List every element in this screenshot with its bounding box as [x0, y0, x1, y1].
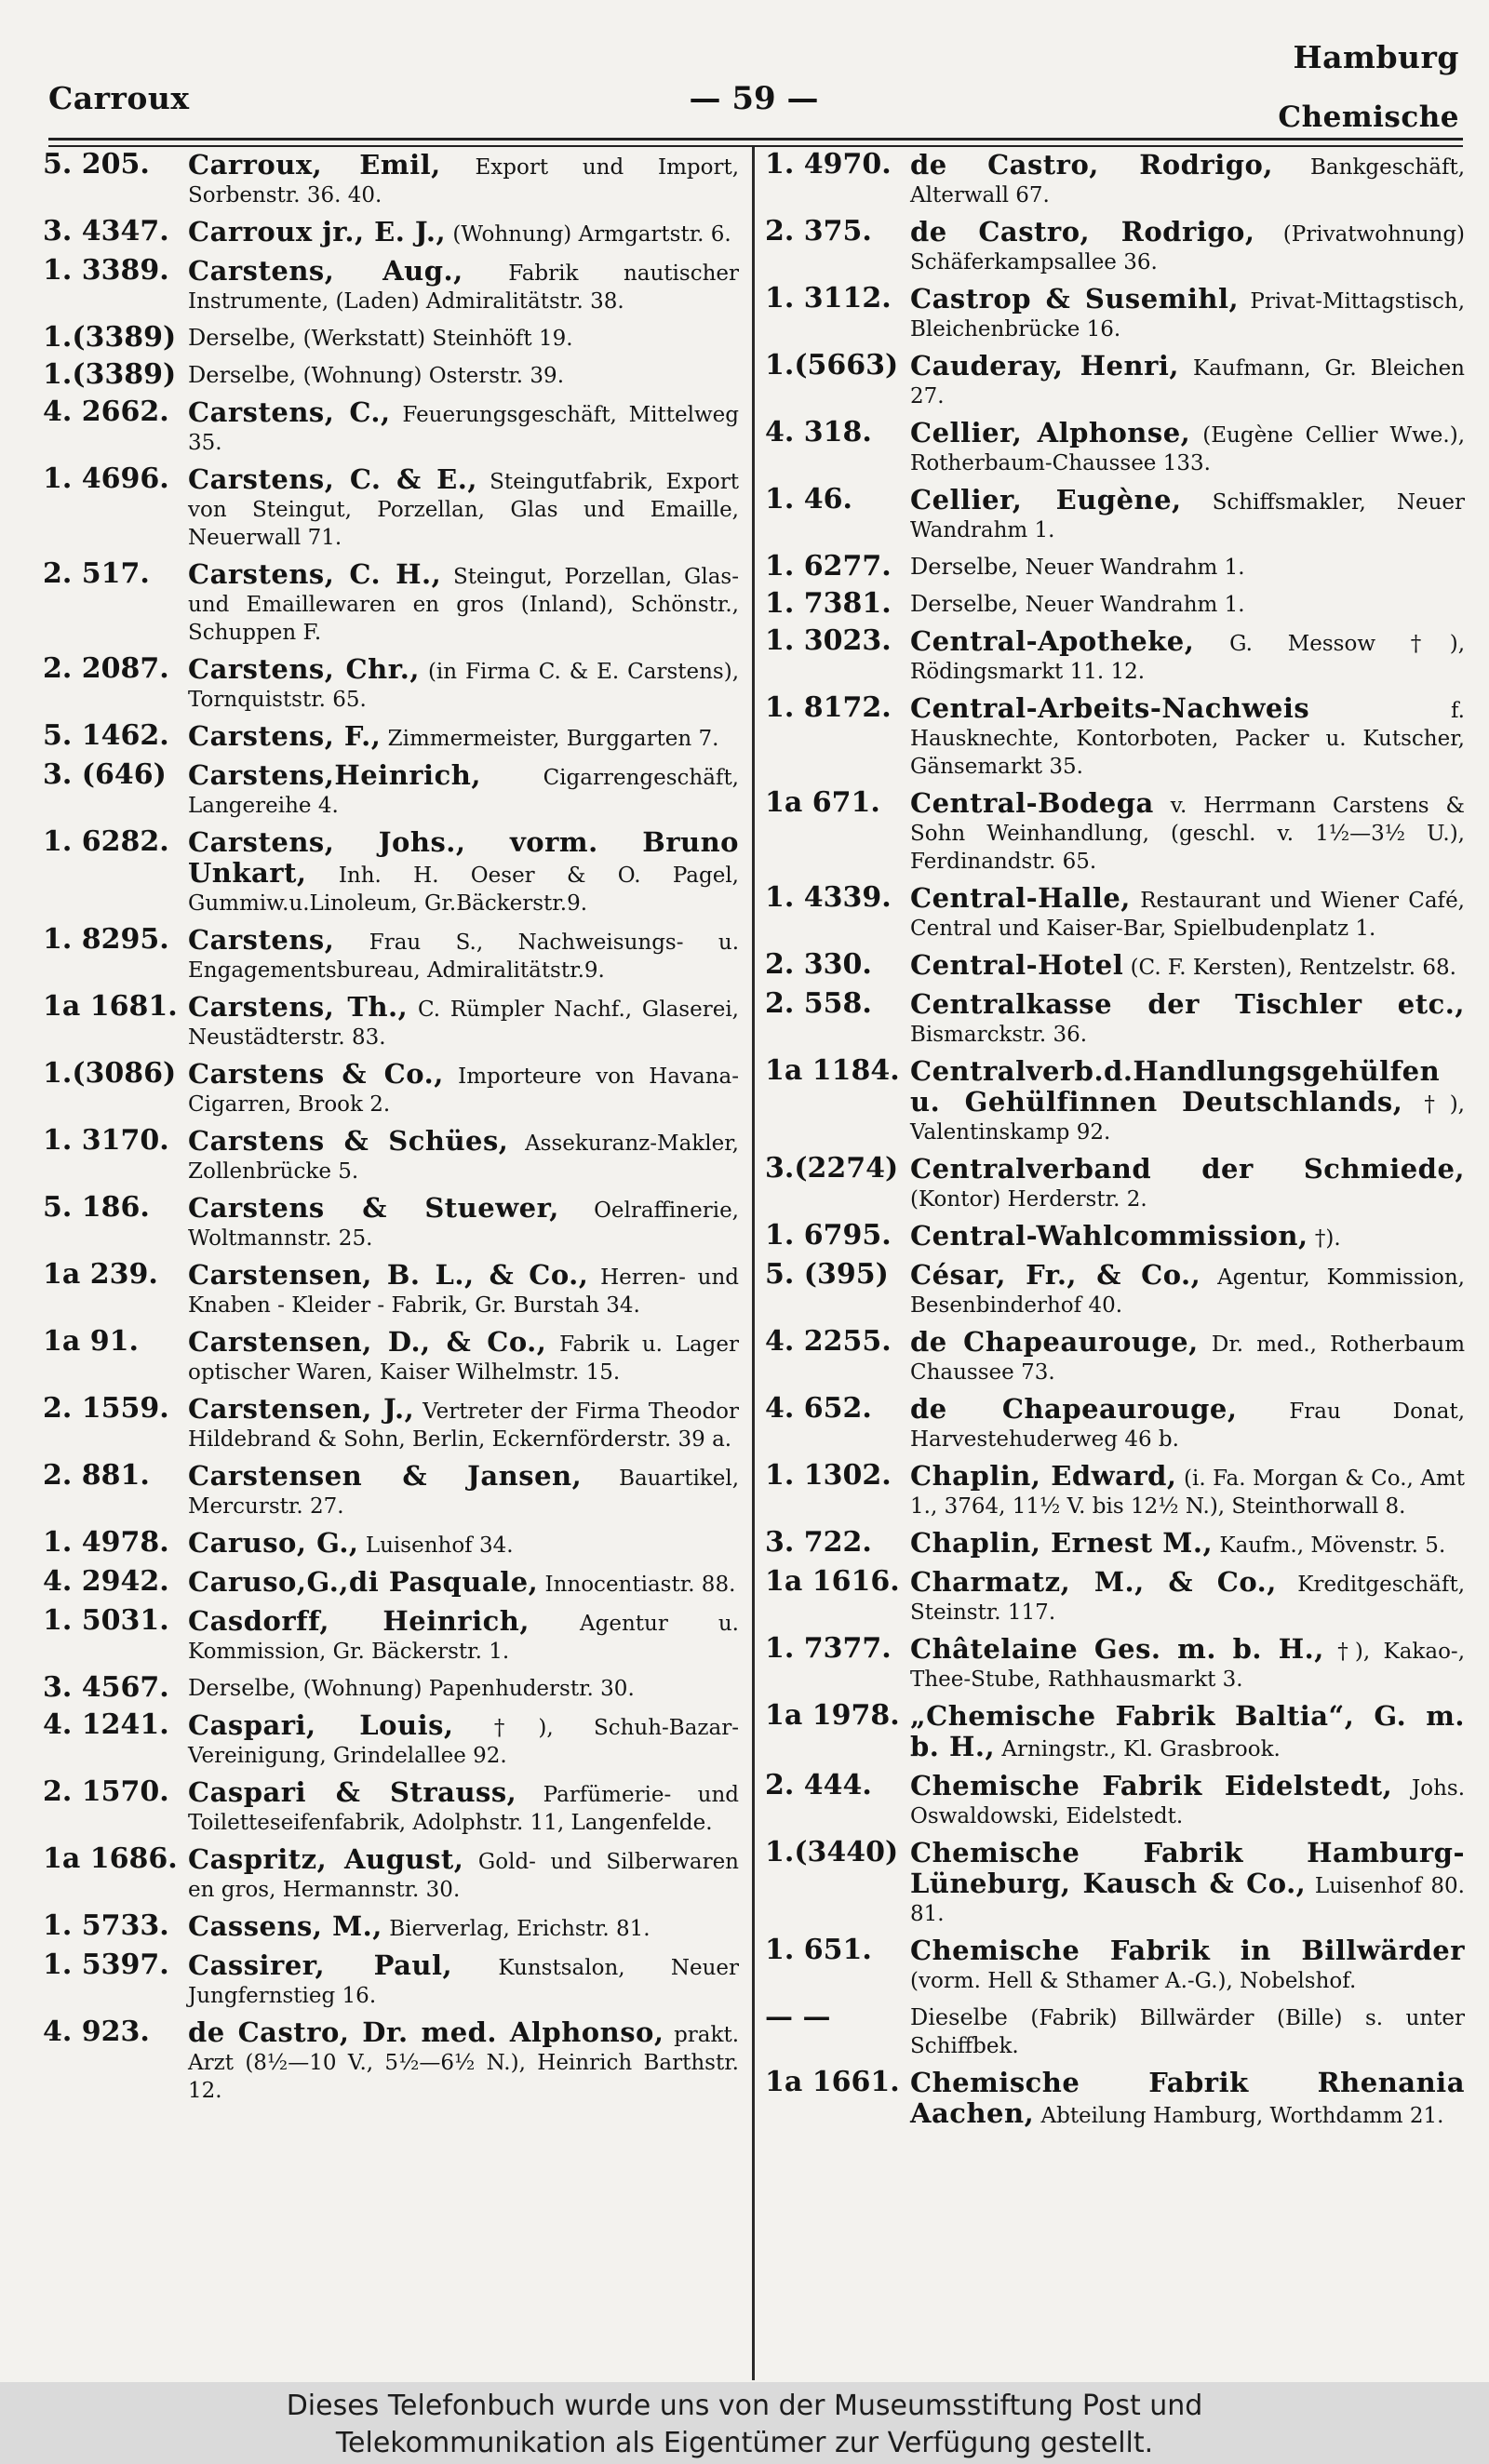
directory-entry [43, 1191, 739, 1252]
entry-detail: †). [1314, 1226, 1341, 1251]
entry-name: Central-Hotel [910, 949, 1124, 981]
entry-detail: Kaufm., Mövenstr. 5. [1219, 1533, 1446, 1558]
entry-detail: Neuer Wandrahm 1. [1025, 556, 1245, 580]
directory-entry [765, 483, 1465, 544]
entry-detail: Bauartikel, Mercurstr. 27. [188, 1466, 740, 1519]
entry-detail: v. Herrmann Carstens & Sohn Weinhandlung, (geschl. v. 1½—3½ U.), Ferdinandstr. 65. [910, 794, 1466, 874]
entry-name: de Chapeaurouge, [910, 1326, 1199, 1358]
entry-name: Carstens, [188, 924, 335, 956]
entry-name: Carstensen, D., & Co., [188, 1326, 547, 1358]
entry-detail: Bankgeschäft, Alterwall 67. [910, 155, 1466, 208]
directory-entry [765, 1699, 1465, 1763]
phone-code: 1.(3389) [43, 358, 177, 391]
entry-detail: (Wohnung) Armgartstr. 6. [452, 222, 731, 247]
phone-code: 3. (646) [43, 758, 167, 791]
entry-name: Derselbe, [188, 325, 297, 351]
running-header-right: Chemische [1278, 100, 1459, 134]
entry-detail: Kreditgeschäft, Steinstr. 117. [910, 1573, 1466, 1625]
entry-name: Caspritz, August, [188, 1843, 464, 1875]
entry-detail: Arningstr., Kl. Grasbrook. [1001, 1737, 1281, 1761]
entry-detail: Feuerungsgeschäft, Mittelweg 35. [188, 403, 739, 455]
phone-code: 1. 3389. [43, 254, 169, 287]
entry-detail: prakt. Arzt (8½—10 V., 5½—6½ N.), Heinrich Barthstr. 12. [188, 2023, 739, 2103]
entry-name: Castrop & Susemihl, [910, 283, 1240, 315]
entry-name: Carroux jr., E. J., [188, 216, 447, 248]
entry-name: Carstens, C. & E., [188, 463, 477, 495]
phone-code: 2. 881. [43, 1459, 150, 1492]
entry-detail: (Werkstatt) Steinhöft 19. [302, 327, 573, 351]
directory-entry [765, 786, 1466, 876]
directory-entry [765, 1936, 1465, 1995]
directory-entry [765, 1152, 1465, 1213]
entry-detail: Importeure von Havana-Cigarren, Brook 2. [188, 1065, 740, 1117]
directory-entry [43, 1909, 739, 1943]
entry-detail: Frau S., Nachweisungs- u. Engagementsbureau, Admiralitätstr.9. [188, 931, 740, 983]
footer-notice [0, 2382, 1489, 2464]
entry-name: Carstens, Johs., vorm. Bruno Unkart, [188, 826, 739, 889]
entry-detail: Zimmermeister, Burggarten 7. [387, 727, 719, 751]
entry-name: Carstens, Th., [188, 991, 409, 1023]
entry-detail: Parfümerie- und Toiletteseifenfabrik, Adolphstr. 11, Langenfelde. [188, 1783, 739, 1835]
entry-detail: (Fabrik) Billwärder (Bille) s. unter Schiffbek. [910, 2006, 1466, 2058]
running-header-city: Hamburg [1293, 39, 1459, 75]
phone-code: 1.(3389) [43, 321, 177, 354]
entry-name: Central-Bodega [910, 787, 1154, 819]
entry-detail: Schiffsmakler, Neuer Wandrahm 1. [910, 490, 1465, 542]
entry-detail: Restaurant und Wiener Café, Central und Kaiser-Bar, Spielbudenplatz 1. [910, 889, 1465, 941]
entry-name: Derselbe, [910, 554, 1019, 580]
directory-entry [765, 1258, 1465, 1319]
entry-name: Dieselbe [910, 2004, 1008, 2030]
phone-code: 1. 4339. [765, 881, 892, 914]
phone-code: 1. 7377. [765, 1632, 892, 1665]
phone-code: 1. 3170. [43, 1124, 169, 1157]
phone-code: 1a 1681. [43, 990, 178, 1023]
entry-name: Central-Halle, [910, 882, 1131, 914]
phone-code: 5. (395) [765, 1258, 889, 1291]
directory-entry [43, 1604, 739, 1666]
phone-code: 1. 3112. [765, 282, 892, 315]
entry-detail: Luisenhof 80. 81. [910, 1874, 1465, 1926]
right-column [765, 148, 1466, 2138]
phone-code: 1a 1184. [765, 1054, 900, 1087]
entry-detail: Herren- und Knaben - Kleider - Fabrik, Gr. Burstah 34. [188, 1265, 739, 1318]
directory-entry [43, 358, 739, 391]
directory-entry [765, 215, 1466, 276]
entry-detail: Luisenhof 34. [365, 1533, 514, 1558]
directory-entry [43, 758, 739, 820]
entry-name: Chemische Fabrik Rhenania Aachen, [910, 2067, 1465, 2129]
entry-detail: †), Kakao-, Thee-Stube, Rathhausmarkt 3. [910, 1640, 1466, 1692]
directory-entry [765, 282, 1466, 343]
entry-name: Chaplin, Ernest M., [910, 1527, 1214, 1559]
directory-entry [43, 557, 739, 647]
phone-code: 1. 5397. [43, 1948, 169, 1981]
directory-entry [765, 948, 1465, 982]
footer-line-2: Telekommunikation als Eigentümer zur Verfügung gestellt. [335, 2427, 1154, 2459]
entry-detail: Steingutfabrik, Export von Steingut, Porzellan, Glas und Emaille, Neuerwall 71. [188, 470, 740, 550]
phone-code: 1. 46. [765, 483, 852, 516]
entry-name: „Chemische Fabrik Baltia“, G. m. b. H., [910, 1700, 1465, 1762]
entry-name: Casdorff, Heinrich, [188, 1605, 530, 1637]
phone-code: 3.(2274) [765, 1152, 899, 1185]
directory-entry [765, 1632, 1466, 1694]
entry-detail: Agentur, Kommission, Besenbinderhof 40. [910, 1265, 1465, 1318]
entry-detail: (Wohnung) Papenhuderstr. 30. [302, 1677, 635, 1701]
phone-code: 1.(3440) [765, 1836, 899, 1868]
directory-entry [43, 462, 740, 552]
directory-entry [43, 719, 739, 753]
directory-entry [43, 1459, 740, 1520]
phone-code: 4. 2662. [43, 395, 169, 428]
entry-name: Derselbe, [188, 1675, 297, 1701]
entry-name: Central-Wahlcommission, [910, 1220, 1308, 1252]
phone-code: 2. 558. [765, 987, 872, 1020]
phone-code: 2. 2087. [43, 652, 169, 685]
entry-name: Central-Arbeits-Nachweis [910, 692, 1310, 724]
entry-detail: Bismarckstr. 36. [910, 1023, 1088, 1047]
phone-code: 1. 5031. [43, 1604, 169, 1637]
entry-name: Carstens & Stuewer, [188, 1192, 559, 1224]
phone-code: 5. 1462. [43, 719, 169, 752]
entry-detail: C. Rümpler Nachf., Glaserei, Neustädterstr. 83. [188, 998, 739, 1050]
phone-code: 2. 517. [43, 557, 150, 590]
entry-detail: Kunstsalon, Neuer Jungfernstieg 16. [188, 1956, 739, 2008]
phone-code: 3. 722. [765, 1526, 872, 1559]
entry-detail: G. Messow †), Rödingsmarkt 11. 12. [910, 632, 1466, 684]
entry-detail: Vertreter der Firma Theodor Hildebrand & Sohn, Berlin, Eckernförderstr. 39 a. [188, 1399, 740, 1452]
directory-entry [765, 624, 1466, 686]
directory-entry [43, 1124, 739, 1185]
entry-name: Carstens, Chr., [188, 653, 421, 685]
phone-code: 1a 1616. [765, 1565, 900, 1598]
phone-code: 1. 4978. [43, 1526, 169, 1559]
entry-detail: Innocentiastr. 88. [544, 1573, 736, 1597]
entry-name: Charmatz, M., & Co., [910, 1566, 1277, 1598]
phone-code: 1a 1686. [43, 1842, 178, 1875]
entry-detail: Neuer Wandrahm 1. [1025, 593, 1245, 617]
entry-detail: Gold- und Silberwaren en gros, Hermannstr. 30. [188, 1850, 739, 1902]
entry-name: Carstens, Aug., [188, 255, 463, 287]
directory-entry [43, 254, 740, 315]
entry-detail: Frau Donat, Harvestehuderweg 46 b. [910, 1399, 1466, 1452]
entry-name: Cassens, M., [188, 1910, 382, 1942]
entry-name: de Castro, Rodrigo, [910, 216, 1255, 248]
entry-name: de Castro, Rodrigo, [910, 149, 1273, 181]
entry-name: Central-Apotheke, [910, 625, 1195, 657]
entry-name: Chaplin, Edward, [910, 1460, 1177, 1492]
entry-name: de Chapeaurouge, [910, 1393, 1238, 1425]
entry-detail: Privat-Mittagstisch, Bleichenbrücke 16. [910, 289, 1466, 341]
column-divider [752, 147, 755, 2380]
entry-name: Carstens, C., [188, 396, 391, 428]
entry-name: Chemische Fabrik in Billwärder [910, 1935, 1465, 1966]
entry-name: Carstens,Heinrich, [188, 759, 481, 791]
directory-entry [43, 321, 739, 354]
directory-entry [43, 1057, 740, 1118]
phone-code: 2. 1570. [43, 1775, 169, 1808]
directory-entry [765, 1054, 1465, 1146]
entry-name: Carstens, F., [188, 720, 382, 752]
phone-code: 2. 330. [765, 948, 872, 981]
directory-entry [765, 1565, 1466, 1627]
left-column [43, 148, 740, 2113]
entry-name: Derselbe, [910, 591, 1019, 617]
phone-code: 1a 239. [43, 1258, 158, 1291]
entry-detail: Steingut, Porzellan, Glas- und Emaillewaren en gros (Inland), Schönstr., Schuppen F. [188, 565, 739, 645]
directory-entry [765, 1769, 1466, 1830]
entry-name: Carroux, Emil, [188, 149, 441, 181]
entry-detail: Bierverlag, Erichstr. 81. [389, 1917, 651, 1941]
entry-name: Chemische Fabrik Eidelstedt, [910, 1770, 1393, 1801]
directory-entry [765, 550, 1465, 583]
directory-entry [43, 990, 739, 1051]
phone-code: 4. 652. [765, 1392, 872, 1425]
entry-detail: (vorm. Hell & Sthamer A.-G.), Nobelshof. [910, 1969, 1357, 1993]
entry-detail: (Privatwohnung) Schäferkampsallee 36. [910, 222, 1466, 275]
entry-detail: Fabrik nautischer Instrumente, (Laden) Admiralitätstr. 38. [188, 261, 740, 314]
phone-code: 1a 1661. [765, 2066, 900, 2098]
entry-detail: Agentur u. Kommission, Gr. Bäckerstr. 1. [188, 1612, 739, 1664]
phone-code: 4. 318. [765, 416, 872, 449]
directory-entry [43, 1948, 739, 2010]
entry-detail: Fabrik u. Lager optischer Waren, Kaiser Wilhelmstr. 15. [188, 1332, 739, 1385]
phone-code: 1. 7381. [765, 587, 892, 620]
directory-entry [765, 1836, 1465, 1928]
entry-name: Carstens, C. H., [188, 558, 442, 590]
entry-name: Cauderay, Henri, [910, 350, 1179, 382]
entry-name: Carstensen, B. L., & Co., [188, 1259, 589, 1291]
entry-detail: (Eugène Cellier Wwe.), Rotherbaum-Chaussee 133. [910, 423, 1466, 475]
entry-name: Caspari & Strauss, [188, 1776, 517, 1808]
directory-entry [765, 587, 1465, 620]
entry-name: Carstens & Co., [188, 1058, 444, 1090]
directory-entry [43, 1842, 739, 1904]
entry-name: Derselbe, [188, 362, 297, 388]
directory-entry [765, 2003, 1465, 2060]
phone-code: 1. 4970. [765, 148, 892, 181]
directory-entry [765, 2066, 1465, 2130]
entry-name: Carstens & Schües, [188, 1125, 509, 1157]
entry-detail: Oelraffinerie, Woltmannstr. 25. [188, 1199, 739, 1251]
directory-entry [765, 1459, 1465, 1520]
entry-detail: (C. F. Kersten), Rentzelstr. 68. [1130, 956, 1456, 980]
directory-entry [765, 1219, 1465, 1252]
phone-code: 1.(5663) [765, 349, 899, 382]
phone-code: 1. 3023. [765, 624, 892, 657]
phone-code: 1. 8295. [43, 923, 169, 956]
entry-name: Cellier, Eugène, [910, 484, 1182, 516]
header-rule-secondary [48, 145, 1463, 147]
directory-entry [43, 1565, 739, 1599]
header-rule [48, 138, 1463, 141]
entry-detail: Assekuranz-Makler, Zollenbrücke 5. [188, 1132, 739, 1184]
directory-entry [765, 987, 1465, 1049]
directory-entry [43, 1258, 739, 1319]
entry-name: Châtelaine Ges. m. b. H., [910, 1633, 1324, 1665]
directory-entry [765, 416, 1466, 477]
directory-entry [43, 1708, 740, 1770]
running-header-left: Carroux [48, 80, 190, 116]
phone-code: 1. 6282. [43, 825, 169, 858]
phone-code: — — [765, 2001, 831, 2033]
entry-detail: Kaufmann, Gr. Bleichen 27. [910, 356, 1465, 408]
phone-code: 1.(3086) [43, 1057, 177, 1090]
directory-entry [43, 215, 739, 248]
phone-code: 4. 2942. [43, 1565, 169, 1598]
entry-detail: Abteilung Hamburg, Worthdamm 21. [1040, 2104, 1444, 2128]
phone-code: 1. 4696. [43, 462, 169, 495]
phone-code: 4. 1241. [43, 1708, 169, 1741]
entry-name: Carstensen & Jansen, [188, 1460, 583, 1492]
phone-code: 3. 4347. [43, 215, 169, 248]
phone-code: 2. 444. [765, 1769, 872, 1801]
entry-detail: (in Firma C. & E. Carstens), Tornquiststr. 65. [188, 660, 740, 712]
entry-name: Centralverb.d.Handlungsgehülfen u. Gehülfinnen Deutschlands, [910, 1055, 1441, 1118]
directory-entry [43, 1325, 739, 1386]
phone-code: 3. 4567. [43, 1671, 169, 1704]
entry-name: Caruso, G., [188, 1527, 359, 1559]
entry-detail: (Kontor) Herderstr. 2. [910, 1187, 1147, 1212]
phone-code: 1. 8172. [765, 691, 892, 724]
directory-entry [765, 1392, 1466, 1453]
phone-code: 2. 375. [765, 215, 872, 248]
directory-entry [43, 395, 739, 457]
phone-code: 4. 923. [43, 2015, 150, 2048]
entry-detail: †), Valentinskamp 92. [910, 1092, 1465, 1145]
entry-detail: Export und Import, Sorbenstr. 36. 40. [188, 155, 739, 208]
directory-entry [43, 1392, 740, 1453]
entry-name: Caruso,G.,di Pasquale, [188, 1566, 539, 1598]
directory-entry [43, 652, 740, 714]
entry-detail: Inh. H. Oeser & O. Pagel, Gummiw.u.Linoleum, Gr.Bäckerstr.9. [188, 864, 739, 916]
phone-code: 1. 5733. [43, 1909, 169, 1942]
entry-name: Cellier, Alphonse, [910, 417, 1191, 449]
entry-detail: Cigarrengeschäft, Langereihe 4. [188, 766, 739, 818]
entry-detail: (i. Fa. Morgan & Co., Amt 1., 3764, 11½ V. bis 12½ N.), Steinthorwall 8. [910, 1466, 1465, 1519]
entry-name: Caspari, Louis, [188, 1709, 454, 1741]
entry-detail: Dr. med., Rotherbaum Chaussee 73. [910, 1332, 1465, 1385]
entry-name: Chemische Fabrik Hamburg-Lüneburg, Kausch & Co., [910, 1837, 1465, 1899]
phone-code: 1. 651. [765, 1934, 872, 1966]
phone-code: 1a 91. [43, 1325, 139, 1358]
directory-entry [43, 148, 739, 209]
entry-name: Centralverband der Schmiede, [910, 1153, 1465, 1185]
directory-entry [43, 1526, 739, 1560]
footer-line-1: Dieses Telefonbuch wurde uns von der Museumsstiftung Post und [286, 2390, 1203, 2422]
directory-entry [43, 923, 740, 984]
directory-entry [43, 2015, 739, 2105]
phone-code: 1. 6277. [765, 550, 892, 583]
entry-name: Cassirer, Paul, [188, 1949, 453, 1981]
phone-code: 4. 2255. [765, 1325, 892, 1358]
entry-detail: Johs. Oswaldowski, Eidelstedt. [910, 1776, 1466, 1828]
entry-name: Centralkasse der Tischler etc., [910, 988, 1465, 1020]
directory-entry [765, 1325, 1465, 1386]
entry-detail: f. Hausknechte, Kontorboten, Packer u. Kutscher, Gänsemarkt 35. [910, 699, 1465, 779]
entry-name: Carstensen, J., [188, 1393, 415, 1425]
entry-detail: †), Schuh-Bazar-Vereinigung, Grindelallee 92. [188, 1716, 740, 1768]
directory-entry [765, 691, 1465, 781]
phone-code: 1a 1978. [765, 1699, 900, 1732]
directory-entry [43, 825, 739, 917]
directory-entry [765, 349, 1465, 410]
entry-name: César, Fr., & Co., [910, 1259, 1201, 1291]
phone-code: 5. 186. [43, 1191, 150, 1224]
phone-code: 1a 671. [765, 786, 880, 819]
page-number: — 59 — [689, 80, 819, 117]
entry-name: de Castro, Dr. med. Alphonso, [188, 2016, 664, 2048]
directory-entry [765, 148, 1466, 209]
directory-entry [43, 1775, 739, 1837]
directory-entry [43, 1671, 739, 1704]
directory-entry [765, 1526, 1465, 1560]
phone-code: 2. 1559. [43, 1392, 169, 1425]
phone-code: 1. 6795. [765, 1219, 892, 1252]
directory-entry [765, 881, 1465, 943]
phone-code: 1. 1302. [765, 1459, 892, 1492]
entry-detail: (Wohnung) Osterstr. 39. [302, 364, 565, 388]
phone-code: 5. 205. [43, 148, 150, 181]
